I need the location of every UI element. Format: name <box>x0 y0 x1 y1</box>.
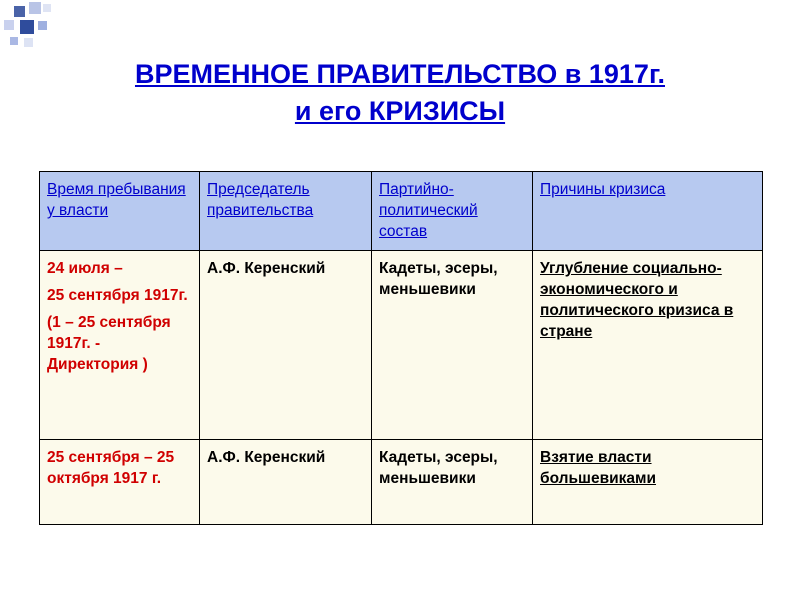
cell-time <box>40 251 200 440</box>
deco-square <box>29 2 41 14</box>
deco-square <box>10 37 18 45</box>
decorative-squares <box>0 0 60 50</box>
table-row <box>40 440 763 525</box>
header-reason: Причины кризиса <box>533 172 763 251</box>
time-note: (1 – 25 сентября 1917г. - Директория ) <box>47 314 171 373</box>
title-line-2: и его КРИЗИСЫ <box>294 96 506 126</box>
deco-square <box>24 38 33 47</box>
deco-square <box>20 20 34 34</box>
cell-parties: Кадеты, эсеры, меньшевики <box>372 440 533 525</box>
deco-square <box>38 21 47 30</box>
cell-parties: Кадеты, эсеры, меньшевики <box>372 251 533 440</box>
time-end: 25 сентября 1917г. <box>47 287 188 304</box>
header-chairman: Председатель правительства <box>200 172 372 251</box>
deco-square <box>4 20 14 30</box>
deco-square <box>14 6 25 17</box>
header-time: Время пребывания у власти <box>40 172 200 251</box>
header-parties: Партийно-политический состав <box>372 172 533 251</box>
deco-square <box>43 4 51 12</box>
table-row <box>40 251 763 440</box>
title-line-1: ВРЕМЕННОЕ ПРАВИТЕЛЬСТВО в 1917г. <box>134 59 665 89</box>
cell-chairman: А.Ф. Керенский <box>200 251 372 440</box>
cell-reason: Углубление социально-экономического и политического кризиса в стране <box>533 251 763 440</box>
cell-reason: Взятие власти большевиками <box>533 440 763 525</box>
time-start: 24 июля – <box>47 260 123 277</box>
cell-chairman: А.Ф. Керенский <box>200 440 372 525</box>
government-table <box>39 171 763 525</box>
cell-time: 25 сентября – 25 октября 1917 г. <box>40 440 200 525</box>
table-header-row <box>40 172 763 251</box>
slide-title <box>0 56 800 130</box>
